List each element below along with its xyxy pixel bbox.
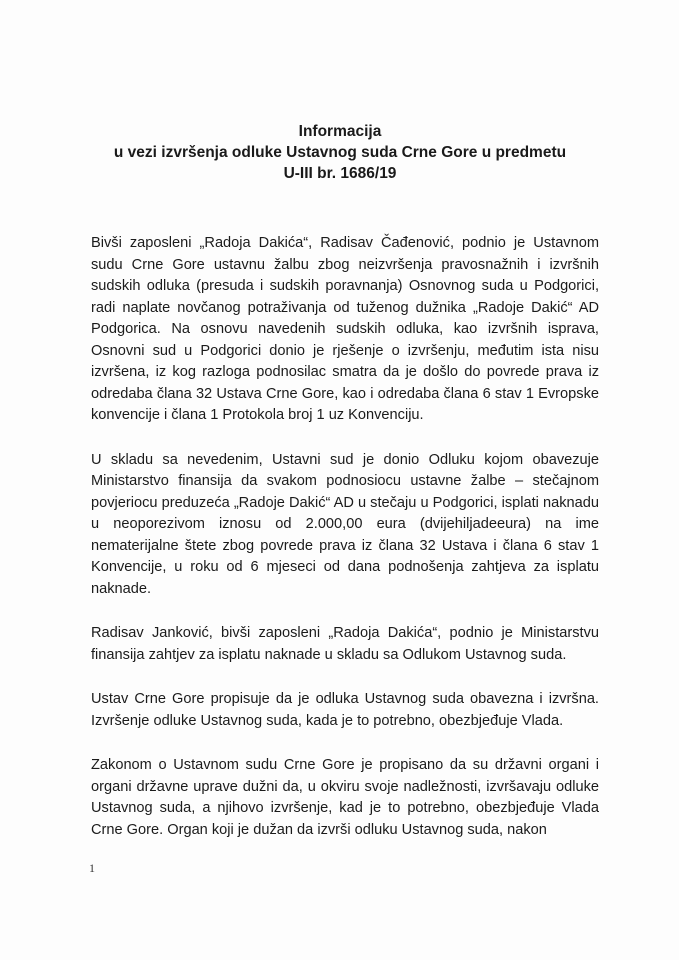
document-body [91, 233, 599, 841]
paragraph-constitution: Ustav Crne Gore propisuje da je odluka Ustavnog suda obavezna i izvršna. Izvršenje odluke Ustavnog suda, kada je to potrebno, obezbjeđuje Vlada. [91, 691, 599, 729]
document-title [80, 121, 600, 184]
paragraph-complaint: Bivši zaposleni „Radoja Dakića“, Radisav Čađenović, podnio je Ustavnom sudu Crne Gore ustavnu žalbu zbog neizvršenja pravosnažnih i izvršnih sudskih odluka (presuda i sudskih poravnanja) Osnovnog suda u Podgorici, radi naplate novčanog potraživanja od tuženog dužnika „Radoje Dakić“ AD Podgorica. Na osnovu navedenih sudskih odluka, kao izvršnih isprava, Osnovni sud u Podgorici donio je rješenje o izvršenju, međutim ista nisu izvršena, iz kog razloga podnosilac smatra da je došlo do povrede prava iz odredaba člana 32 Ustava Crne Gore, kao i odredaba člana 6 stav 1 Evropske konvencije i člana 1 Protokola broj 1 uz Konvenciju. [91, 235, 599, 423]
title-line-subject: u vezi izvršenja odluke Ustavnog suda Crne Gore u predmetu [113, 144, 567, 161]
title-line-case-number: U-III br. 1686/19 [283, 165, 397, 182]
title-line-heading: Informacija [298, 123, 382, 140]
paragraph-law: Zakonom o Ustavnom sudu Crne Gore je propisano da su državni organi i organi državne uprave dužni da, u okviru svoje nadležnosti, izvršavaju odluke Ustavnog suda, a njihovo izvršenje, kad je to potrebno, obezbjeđuje Vlada Crne Gore. Organ koji je dužan da izvrši odluku Ustavnog suda, nakon [91, 757, 599, 838]
paragraph-request: Radisav Janković, bivši zaposleni „Radoja Dakića“, podnio je Ministarstvu finansija zahtjev za isplatu naknade u skladu sa Odlukom Ustavnog suda. [91, 625, 599, 663]
page-number: 1 [89, 861, 95, 875]
paragraph-decision: U skladu sa nevedenim, Ustavni sud je donio Odluku kojom obavezuje Ministarstvo finansija da svakom podnosiocu ustavne žalbe – stečajnom povjeriocu preduzeća „Radoje Dakić“ AD u stečaju u Podgorici, isplati naknadu u neoporezivom iznosu od 2.000,00 eura (dvijehiljadeeura) na ime nematerijalne štete zbog povrede prava iz člana 32 Ustava i člana 6 stav 1 Konvencije, u roku od 6 mjeseci od dana podnošenja zahtjeva za isplatu naknade. [91, 451, 599, 597]
